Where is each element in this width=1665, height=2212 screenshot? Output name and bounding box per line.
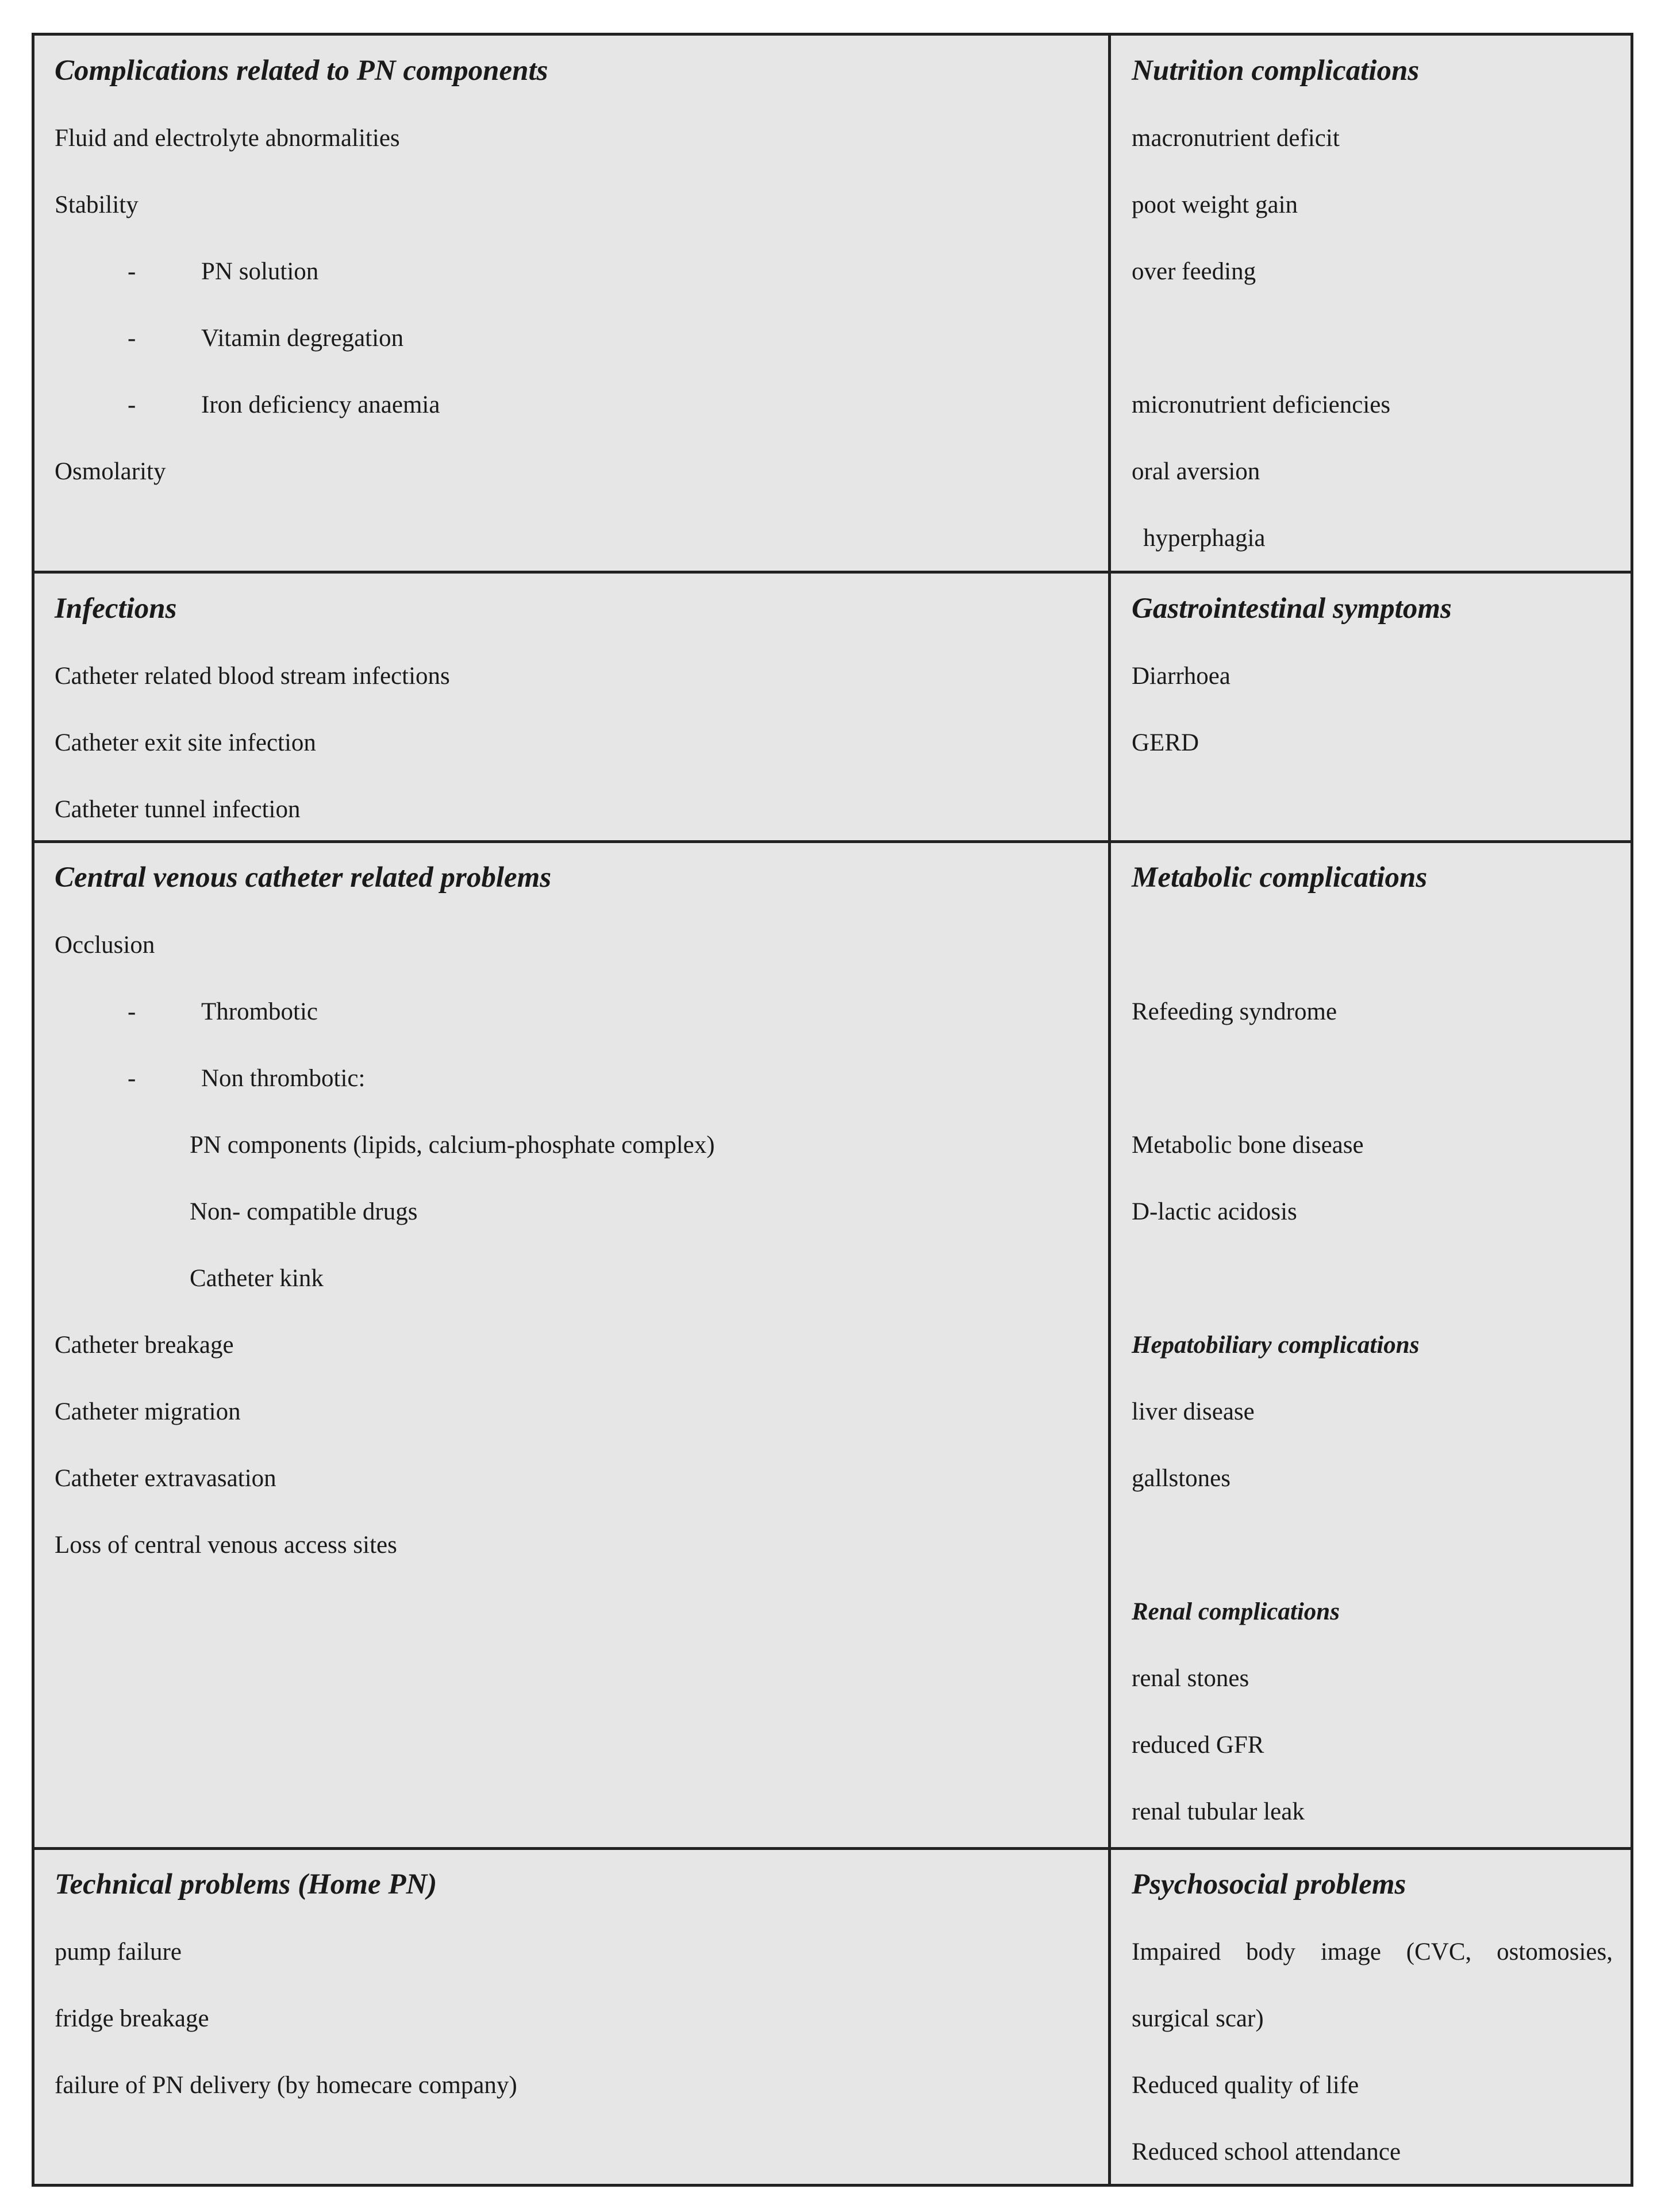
list-item: fridge breakage xyxy=(55,2005,209,2032)
list-item: Non- compatible drugs xyxy=(190,1198,418,1225)
list-item: over feeding xyxy=(1132,258,1256,285)
list-item: Catheter related blood stream infections xyxy=(55,663,450,690)
column-divider xyxy=(1108,36,1111,2184)
list-item: Vitamin degregation xyxy=(201,325,404,352)
list-item: micronutrient deficiencies xyxy=(1132,391,1391,418)
list-item: reduced GFR xyxy=(1132,1732,1264,1759)
list-item: Non thrombotic: xyxy=(201,1065,366,1092)
section-heading: Infections xyxy=(55,593,177,625)
word: Impaired xyxy=(1132,1938,1221,1965)
list-item: liver disease xyxy=(1132,1398,1255,1425)
list-item: Stability xyxy=(55,191,139,218)
list-item: D-lactic acidosis xyxy=(1132,1198,1297,1225)
list-item-justified xyxy=(1132,1940,1613,1964)
list-item: Catheter kink xyxy=(190,1265,324,1292)
word: body xyxy=(1246,1938,1296,1965)
list-item: Reduced school attendance xyxy=(1132,2138,1401,2165)
word: ostomosies, xyxy=(1497,1938,1613,1965)
list-item: poot weight gain xyxy=(1132,191,1298,218)
list-item: failure of PN delivery (by homecare company) xyxy=(55,2072,517,2099)
section-heading: Psychosocial problems xyxy=(1132,1868,1406,1901)
list-item: Catheter breakage xyxy=(55,1332,234,1359)
list-item: gallstones xyxy=(1132,1465,1231,1492)
list-item: renal tubular leak xyxy=(1132,1798,1305,1825)
list-item: Catheter extravasation xyxy=(55,1465,276,1492)
dash-bullet: - xyxy=(128,998,136,1025)
dash-bullet: - xyxy=(128,258,136,285)
word: (CVC, xyxy=(1406,1938,1472,1965)
list-item: GERD xyxy=(1132,729,1199,756)
word: image xyxy=(1320,1938,1381,1965)
list-item: Loss of central venous access sites xyxy=(55,1532,397,1559)
section-heading: Technical problems (Home PN) xyxy=(55,1868,437,1901)
list-item: Osmolarity xyxy=(55,458,166,485)
list-item: Catheter tunnel infection xyxy=(55,796,301,823)
section-heading: Central venous catheter related problems xyxy=(55,861,552,894)
list-item: pump failure xyxy=(55,1938,182,1965)
section-heading: Metabolic complications xyxy=(1132,861,1428,894)
list-item: PN components (lipids, calcium-phosphate complex) xyxy=(190,1132,715,1159)
list-item: Occlusion xyxy=(55,932,155,959)
section-heading: Nutrition complications xyxy=(1132,55,1420,87)
list-item: Diarrhoea xyxy=(1132,663,1231,690)
list-item: Catheter migration xyxy=(55,1398,241,1425)
list-item: Reduced quality of life xyxy=(1132,2072,1359,2099)
subsection-heading: Renal complications xyxy=(1132,1598,1340,1625)
section-heading: Complications related to PN components xyxy=(55,55,548,87)
row-divider xyxy=(34,840,1631,843)
list-item: macronutrient deficit xyxy=(1132,125,1340,152)
subsection-heading: Hepatobiliary complications xyxy=(1132,1332,1420,1359)
list-item: oral aversion xyxy=(1132,458,1260,485)
list-item: Refeeding syndrome xyxy=(1132,998,1337,1025)
dash-bullet: - xyxy=(128,1065,136,1092)
list-item: Thrombotic xyxy=(201,998,318,1025)
list-item: Fluid and electrolyte abnormalities xyxy=(55,125,400,152)
list-item: renal stones xyxy=(1132,1665,1249,1692)
list-item: hyperphagia xyxy=(1143,525,1266,552)
complications-table xyxy=(32,33,1633,2187)
list-item: Iron deficiency anaemia xyxy=(201,391,440,418)
list-item: Metabolic bone disease xyxy=(1132,1132,1364,1159)
list-item: surgical scar) xyxy=(1132,2005,1264,2032)
list-item: PN solution xyxy=(201,258,319,285)
dash-bullet: - xyxy=(128,391,136,418)
row-divider xyxy=(34,571,1631,574)
list-item: Catheter exit site infection xyxy=(55,729,316,756)
section-heading: Gastrointestinal symptoms xyxy=(1132,593,1452,625)
dash-bullet: - xyxy=(128,325,136,352)
row-divider xyxy=(34,1847,1631,1850)
